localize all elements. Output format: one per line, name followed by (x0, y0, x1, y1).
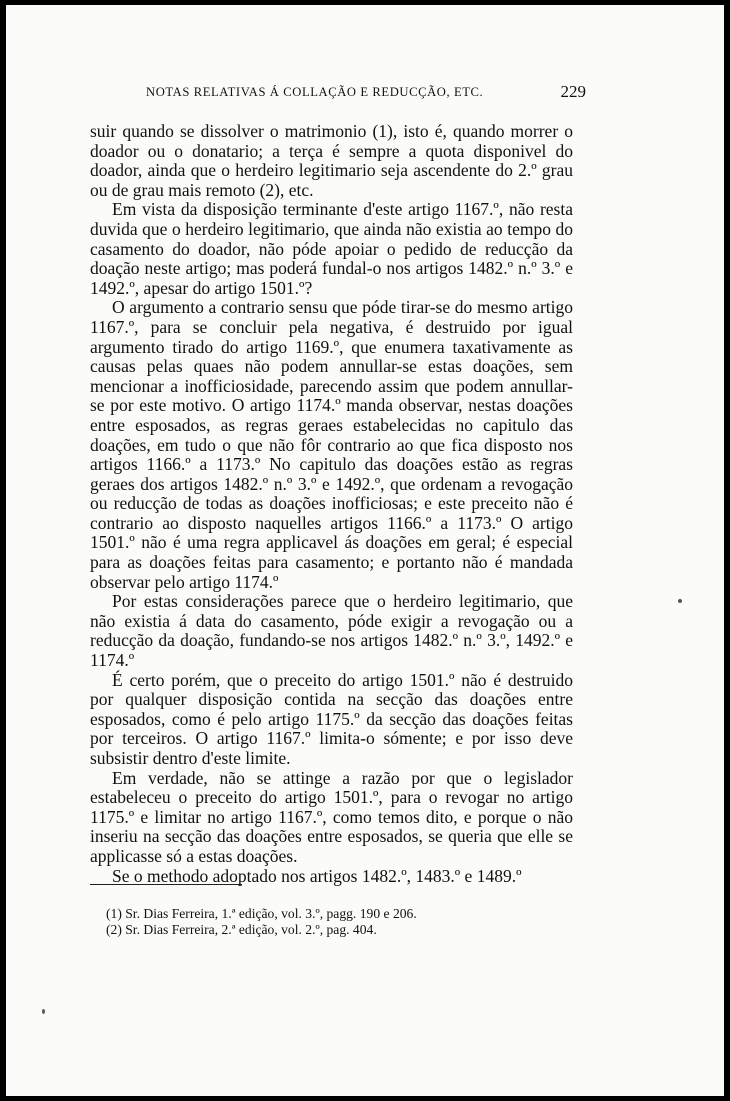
paragraph-7: Se o methodo adoptado nos artigos 1482.º, 1483.º e 1489.º (112, 865, 522, 886)
paragraph-3: O argumento a contrario sensu que póde tirar-se do mesmo artigo 1167.º, para se concluir pela negativa, é destruido por igual argumento tirado do artigo 1169.º, que enumera taxativamente as causas pelas quaes não podem annullar-se estas doações, sem mencionar a inofficiosidade, parecendo assim que podem annullar-se por este motivo. O artigo 1174.º manda observar, nestas doações entre esposados, as regras geraes estabelecidas no capitulo das doações, em tudo o que não fôr contrario ao que fica disposto nos artigos 1166.º a 1173.º No capitulo das doações estão as regras geraes dos artigos 1482.º n.º 3.º e 1492.º, que ordenam a revogação ou reducção de todas as doações inofficiosas; e este preceito não é contrario ao disposto naquelles artigos 1166.º a 1173.º O artigo 1501.º não é uma regra applicavel ás doações em geral; é especial para as doações feitas para casamento; e portanto não é mandada observar pelo artigo 1174.º (90, 297, 573, 592)
paragraph-6: Em verdade, não se attinge a razão por que o legislador estabeleceu o preceito do artigo 1501.º, para o revogar no artigo 1175.º e limitar no artigo 1167.º, como temos dito, e porque o não inseriu na secção das doações entre esposados, se queria que elle se applicasse só a estas doações. (90, 767, 573, 866)
book-page (6, 5, 724, 1096)
paragraph-4: Por estas considerações parece que o herdeiro legitimario, que não existia á data do casamento, póde exigir a revogação ou a reducção da doação, fundando-se nos artigos 1482.º n.º 3.º, 1492.º e 1174.º (90, 591, 573, 671)
footnotes (106, 906, 566, 938)
footnote-2: (2) Sr. Dias Ferreira, 2.ª edição, vol. 2.º, pag. 404. (106, 922, 377, 937)
page-number: 229 (560, 82, 586, 101)
header-title: NOTAS RELATIVAS Á COLLAÇÃO E REDUCÇÃO, ETC. (146, 85, 484, 99)
paragraph-2: Em vista da disposição terminante d'este artigo 1167.º, não resta duvida que o herdeiro legitimario, que ainda não existia ao tempo do casamento do doador, não póde apoiar o pedido de reducção da doação neste artigo; mas poderá fundal-o nos artigos 1482.º n.º 3.º e 1492.º, apesar do artigo 1501.º? (90, 199, 573, 298)
paragraph-5: É certo porém, que o preceito do artigo 1501.º não é destruido por qualquer disposição contida na secção das doações entre esposados, como é pelo artigo 1175.º da secção das doações feitas por terceiros. O artigo 1167.º limita-o sómente; e por isso deve subsistir dentro d'este limite. (90, 669, 573, 768)
running-header (146, 82, 586, 101)
paragraph-1: suir quando se dissolver o matrimonio (1), isto é, quando morrer o doador ou o donatario; a terça é sempre a quota disponivel do doador, ainda que o herdeiro legitimario seja ascendente do 2.º grau ou de grau mais remoto (2), etc. (90, 121, 573, 200)
body-text (90, 122, 573, 886)
footnote-rule (90, 884, 242, 885)
footnote-1: (1) Sr. Dias Ferreira, 1.ª edição, vol. 3.º, pagg. 190 e 206. (106, 906, 417, 921)
scan-speck (678, 599, 682, 603)
scan-speck (42, 1009, 45, 1014)
